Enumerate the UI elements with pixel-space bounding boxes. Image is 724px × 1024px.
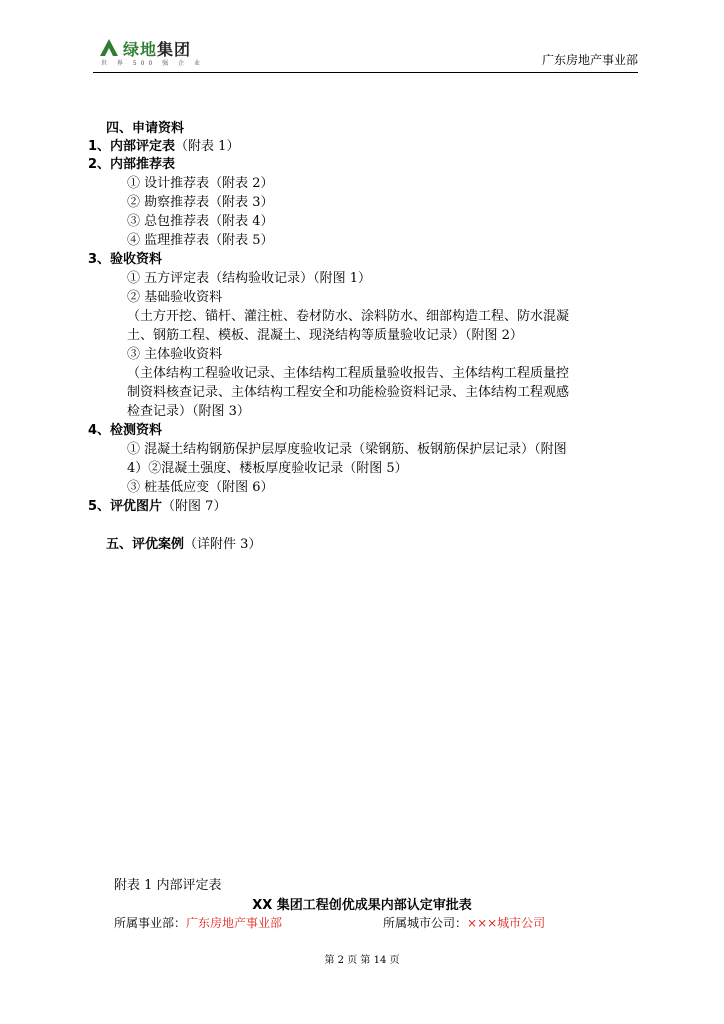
- item3-line-8: 检查记录）（附图 3）: [127, 404, 250, 419]
- item5-heading: 5、评优图片: [88, 499, 163, 514]
- header-department: 广东房地产事业部: [541, 53, 638, 67]
- section5-line: [106, 536, 261, 553]
- item1-heading: 1、内部评定表: [88, 139, 176, 154]
- city-label: 所属城市公司：: [383, 916, 468, 930]
- item4-line-3: ③ 桩基低应变（附图 6）: [127, 480, 274, 495]
- leaf-logo-icon: [99, 37, 119, 57]
- item2-heading: 2、内部推荐表: [88, 157, 176, 172]
- appendix-city: [383, 915, 545, 932]
- item5-note: （附图 7）: [162, 499, 227, 514]
- item3-line-3: （土方开挖、锚杆、灌注桩、卷材防水、涂料防水、细部构造工程、防水混凝: [127, 309, 570, 324]
- item1-note: （附表 1）: [175, 139, 240, 154]
- item3-line-4: 土、钢筋工程、模板、混凝土、现浇结构等质量验收记录）（附图 2）: [127, 328, 523, 343]
- appendix-title: XX 集团工程创优成果内部认定审批表: [252, 898, 472, 913]
- item3-line-2: ② 基础验收资料: [127, 290, 223, 305]
- section4-heading: 四、申请资料: [106, 121, 185, 136]
- appendix-dept: [114, 915, 282, 932]
- item2-sub-3: ③ 总包推荐表（附表 4）: [127, 214, 274, 229]
- appendix-label: 附表 1 内部评定表: [114, 878, 222, 893]
- section5-heading: 五、评优案例: [106, 537, 185, 552]
- dept-value: 广东房地产事业部: [186, 916, 283, 930]
- item4-heading: 4、检测资料: [88, 423, 163, 438]
- page-header: [93, 34, 638, 73]
- page-number: 第 2 页 第 14 页: [324, 955, 400, 966]
- city-value: ×××城市公司: [467, 916, 546, 930]
- logo-text: 绿地集团: [123, 40, 192, 59]
- item4-line-2: 4）②混凝土强度、楼板厚度验收记录（附图 5）: [127, 461, 408, 476]
- item2-sub-4: ④ 监理推荐表（附表 5）: [127, 233, 274, 248]
- item2-sub-2: ② 勘察推荐表（附表 3）: [127, 195, 274, 210]
- item3-heading: 3、验收资料: [88, 252, 163, 267]
- item2-sub-1: ① 设计推荐表（附表 2）: [127, 176, 274, 191]
- section5-note: （详附件 3）: [184, 537, 262, 552]
- dept-label: 所属事业部：: [114, 916, 187, 930]
- item1-line: [88, 138, 239, 155]
- item3-line-5: ③ 主体验收资料: [127, 347, 223, 362]
- item3-line-7: 制资料核查记录、主体结构工程安全和功能检验资料记录、主体结构工程观感: [127, 385, 570, 400]
- logo-subtitle: 世 界 500 强 企 业: [101, 60, 204, 67]
- item3-line-1: ① 五方评定表（结构验收记录）（附图 1）: [127, 271, 372, 286]
- item4-line-1: ① 混凝土结构钢筋保护层厚度验收记录（梁钢筋、板钢筋保护层记录）（附图: [127, 442, 567, 457]
- company-logo: [99, 37, 219, 69]
- item5-line: [88, 498, 226, 515]
- item3-line-6: （主体结构工程验收记录、主体结构工程质量验收报告、主体结构工程质量控: [127, 366, 570, 381]
